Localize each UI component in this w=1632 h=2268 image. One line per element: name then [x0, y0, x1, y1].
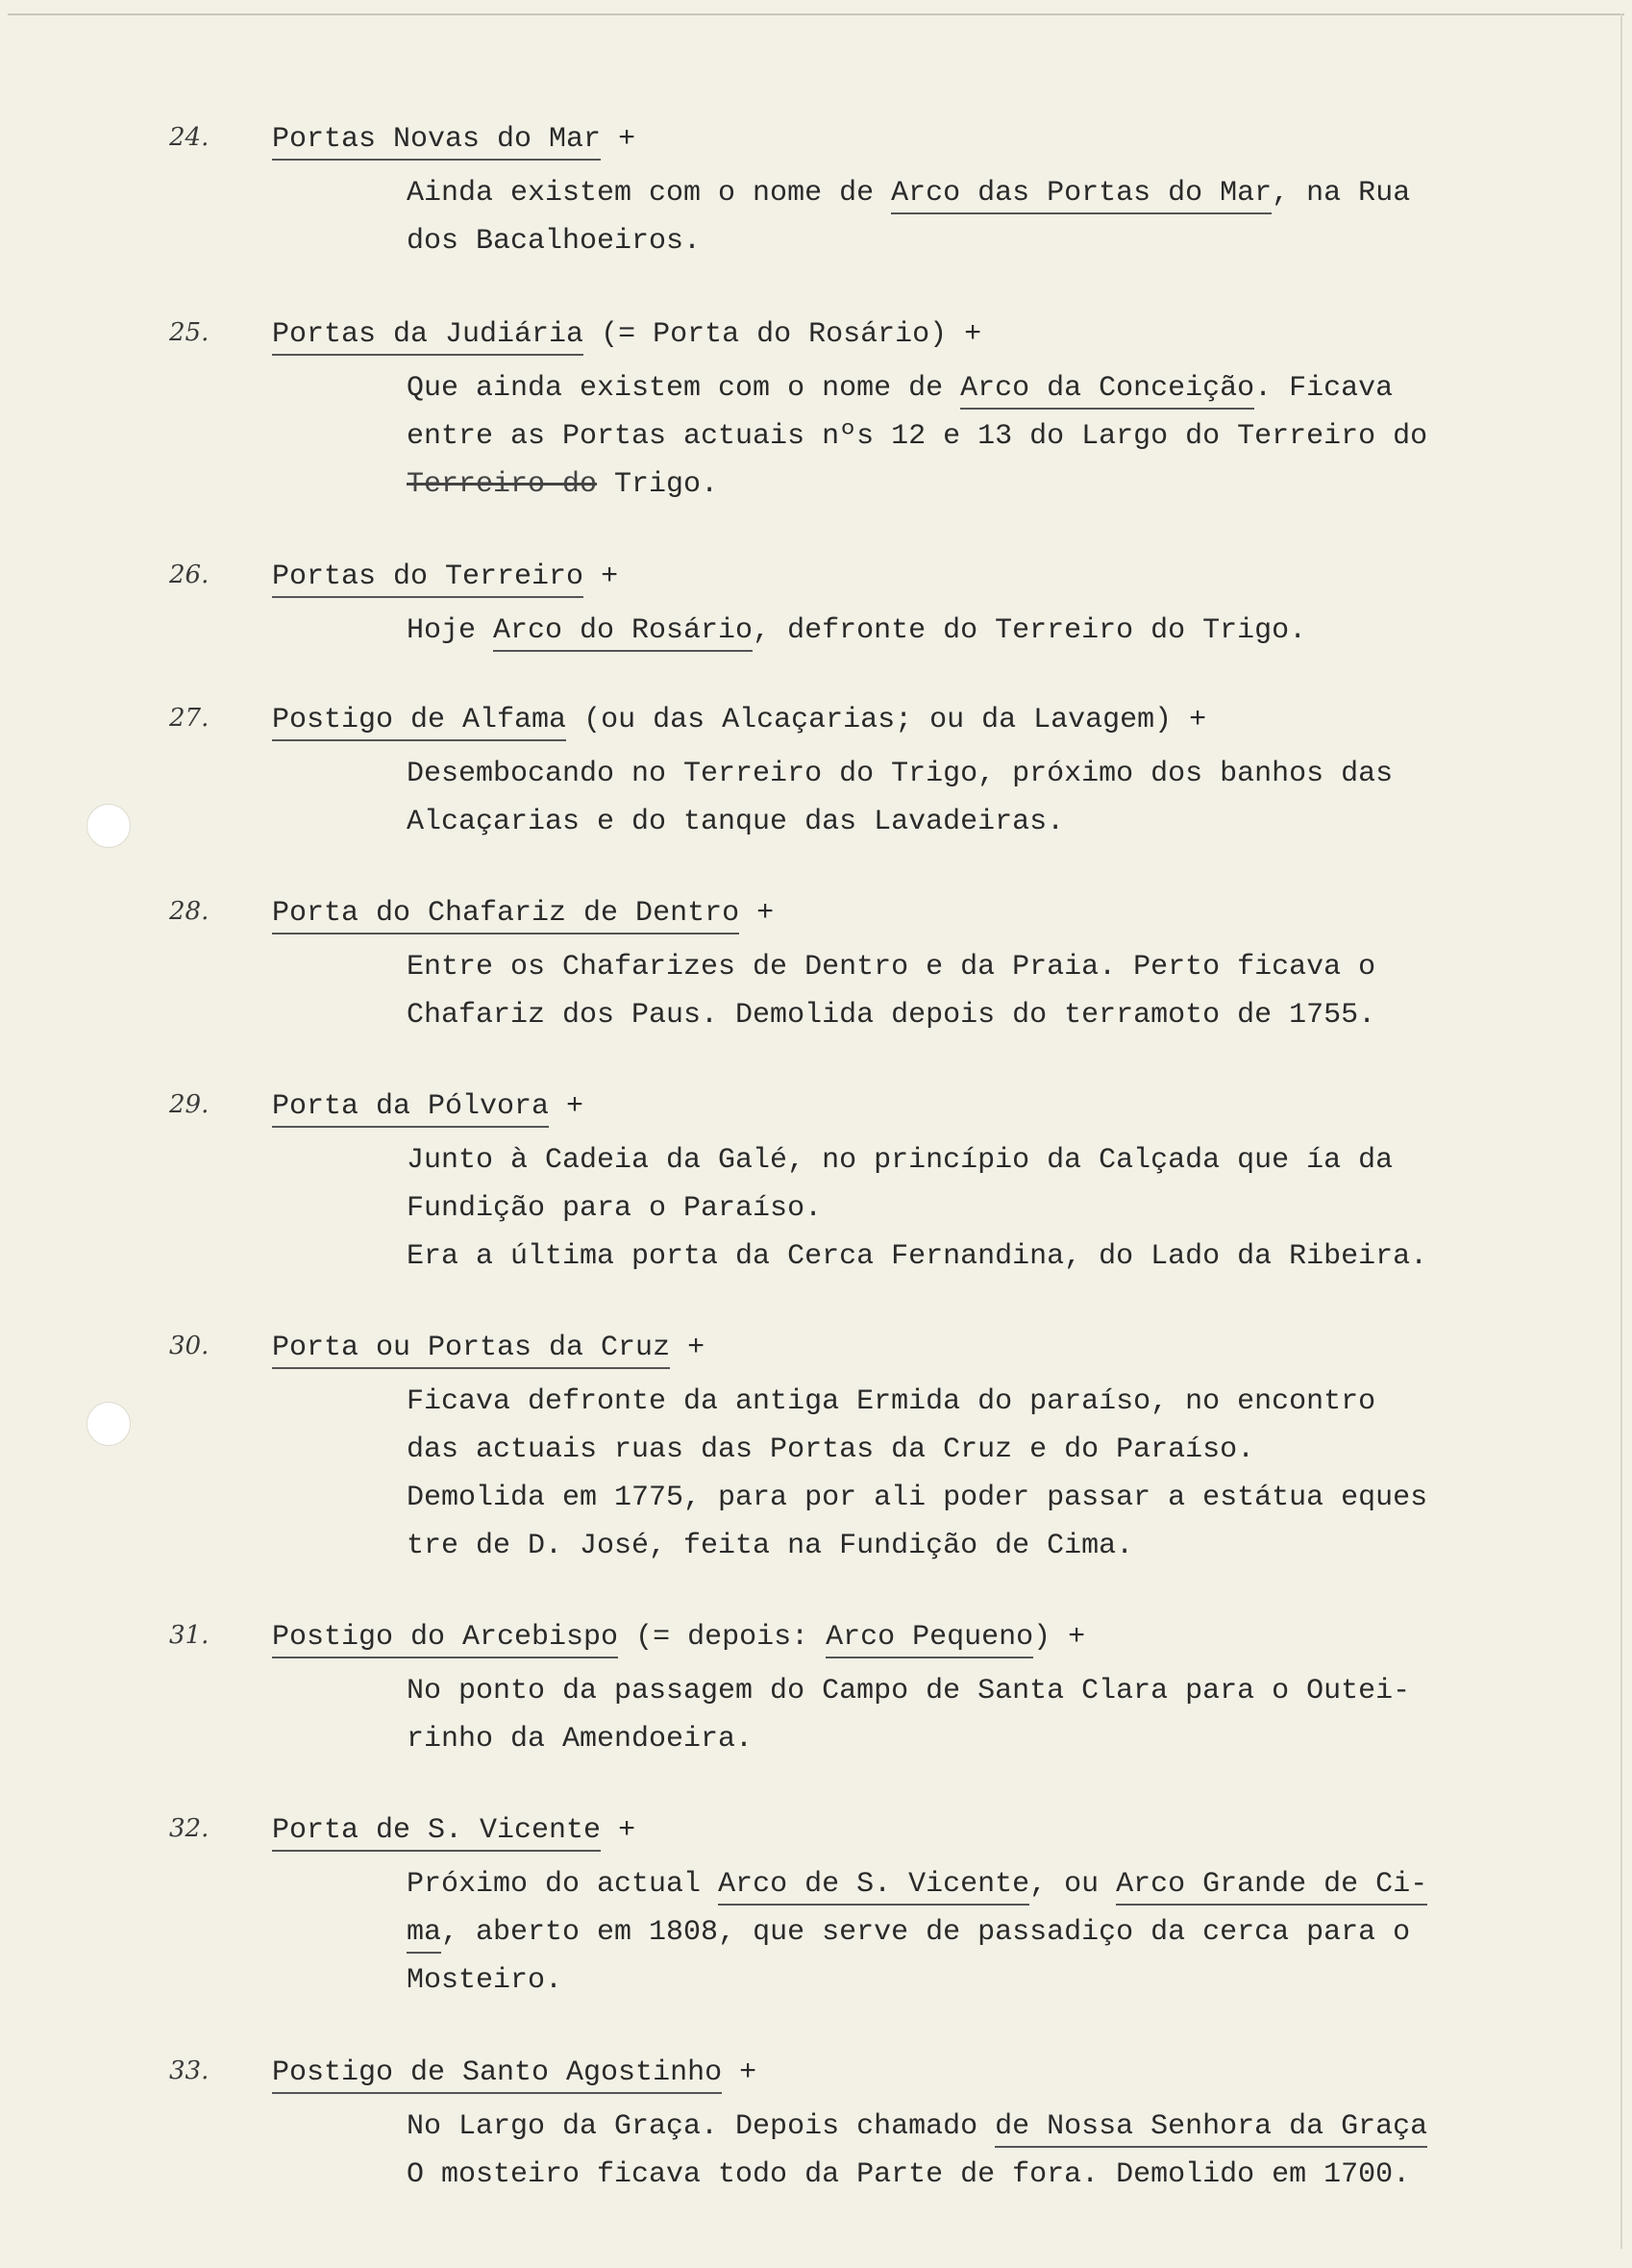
- entry-description: [407, 1667, 1560, 1763]
- text-run: . Ficava: [1254, 372, 1394, 405]
- title-annotation: +: [549, 1090, 584, 1123]
- title-name: Porta de S. Vicente: [272, 1814, 601, 1852]
- page-top-edge: [8, 13, 1624, 15]
- entry-description: [407, 169, 1560, 265]
- text-run: rinho da Amendoeira.: [407, 1723, 754, 1756]
- text-run: dos Bacalhoeiros.: [407, 225, 702, 258]
- description-line: [407, 1860, 1560, 1908]
- description-line: [407, 750, 1560, 798]
- underlined-name: Arco da Conceição: [960, 372, 1254, 410]
- entry-description: [407, 2103, 1560, 2199]
- entry-number: 27.: [169, 704, 210, 733]
- text-run: Demolida em 1775, para por ali poder passar a estátua eques: [407, 1482, 1428, 1514]
- description-line: [407, 607, 1560, 655]
- text-run: Hoje: [407, 614, 494, 647]
- entry-number: 28.: [169, 897, 210, 926]
- text-run: Junto à Cadeia da Galé, no princípio da Calçada que ía da: [407, 1144, 1394, 1177]
- text-run: Trigo.: [597, 468, 719, 501]
- description-line: [407, 412, 1560, 461]
- entry-number: 24.: [169, 123, 210, 152]
- title-name: Porta ou Portas da Cruz: [272, 1332, 670, 1369]
- entry-title: [272, 897, 774, 930]
- description-line: [407, 169, 1560, 217]
- underlined-name: Arco do Rosário: [493, 614, 753, 652]
- description-line: [407, 1378, 1560, 1426]
- text-run: No ponto da passagem do Campo de Santa Clara para o Outei-: [407, 1675, 1411, 1707]
- description-line: [407, 1136, 1560, 1184]
- text-run: No Largo da Graça. Depois chamado: [407, 2110, 996, 2143]
- entry-title: [272, 1332, 705, 1364]
- title-name: Porta da Pólvora: [272, 1090, 549, 1128]
- title-annotation: +: [583, 561, 619, 593]
- entry-description: [407, 1136, 1560, 1281]
- title-name: Portas Novas do Mar: [272, 123, 601, 161]
- title-annotation: +: [670, 1332, 705, 1364]
- description-line: [407, 1522, 1560, 1570]
- description-line: [407, 991, 1560, 1039]
- entry-number: 30.: [169, 1332, 210, 1360]
- title-name: Postigo do Arcebispo: [272, 1621, 618, 1658]
- description-line: [407, 2103, 1560, 2151]
- text-run: Era a última porta da Cerca Fernandina, do Lado da Ribeira.: [407, 1240, 1428, 1273]
- title-name: Portas da Judiária: [272, 318, 583, 356]
- text-run: tre de D. José, feita na Fundição de Cima.: [407, 1530, 1134, 1562]
- title-name: Portas do Terreiro: [272, 561, 583, 598]
- description-line: [407, 2151, 1560, 2199]
- text-run: Desembocando no Terreiro do Trigo, próximo dos banhos das: [407, 758, 1394, 790]
- entry-title: [272, 123, 635, 156]
- page-right-edge: [1620, 13, 1622, 2249]
- title-name: Arco Pequeno: [826, 1621, 1033, 1658]
- text-run: Entre os Chafarizes de Dentro e da Praia. Perto ficava o: [407, 951, 1376, 984]
- entry-number: 33.: [169, 2056, 210, 2085]
- entry-description: [407, 364, 1560, 509]
- text-run: Chafariz dos Paus. Demolida depois do terramoto de 1755.: [407, 999, 1376, 1032]
- description-line: [407, 1426, 1560, 1474]
- text-run: Próximo do actual: [407, 1868, 719, 1901]
- description-line: [407, 1956, 1560, 2005]
- title-annotation: +: [722, 2056, 757, 2089]
- text-run: Que ainda existem com o nome de: [407, 372, 961, 405]
- description-line: [407, 798, 1560, 846]
- description-line: [407, 364, 1560, 412]
- text-run: , na Rua: [1272, 177, 1411, 210]
- description-line: [407, 461, 1560, 509]
- text-run: Mosteiro.: [407, 1964, 563, 1997]
- title-annotation: +: [601, 123, 636, 156]
- description-line: [407, 943, 1560, 991]
- text-run: Alcaçarias e do tanque das Lavadeiras.: [407, 806, 1065, 838]
- struck-text: Terreiro do: [407, 468, 598, 501]
- description-line: [407, 1667, 1560, 1715]
- entry-description: [407, 1378, 1560, 1570]
- entry-title: [272, 704, 1206, 736]
- entry-number: 31.: [169, 1621, 210, 1650]
- entry-description: [407, 607, 1560, 655]
- text-run: , aberto em 1808, que serve de passadiço da cerca para o: [441, 1916, 1411, 1949]
- underlined-name: Arco de S. Vicente: [718, 1868, 1029, 1906]
- underlined-name: Arco Grande de Ci-: [1116, 1868, 1427, 1906]
- description-line: [407, 1233, 1560, 1281]
- entry-title: [272, 2056, 756, 2089]
- title-annotation: +: [601, 1814, 636, 1847]
- title-annotation: (ou das Alcaçarias; ou da Lavagem) +: [566, 704, 1207, 736]
- punch-hole: [87, 1402, 131, 1446]
- entry-title: [272, 561, 618, 593]
- entry-number: 26.: [169, 561, 210, 589]
- text-run: O mosteiro ficava todo da Parte de fora. Demolido em 1700.: [407, 2158, 1411, 2191]
- description-line: [407, 1715, 1560, 1763]
- entry-title: [272, 1090, 583, 1123]
- description-line: [407, 1184, 1560, 1233]
- entry-description: [407, 1860, 1560, 2005]
- entry-title: [272, 1814, 635, 1847]
- text-run: Fundição para o Paraíso.: [407, 1192, 823, 1225]
- entry-description: [407, 750, 1560, 846]
- title-name: Porta do Chafariz de Dentro: [272, 897, 739, 935]
- entry-description: [407, 943, 1560, 1039]
- text-run: , defronte do Terreiro do Trigo.: [753, 614, 1307, 647]
- entry-title: [272, 1621, 1085, 1654]
- entry-number: 25.: [169, 318, 210, 347]
- description-line: [407, 1908, 1560, 1956]
- text-run: entre as Portas actuais nºs 12 e 13 do Largo do Terreiro do: [407, 420, 1428, 453]
- title-name: Postigo de Alfama: [272, 704, 566, 741]
- entry-title: [272, 318, 981, 351]
- title-name: Postigo de Santo Agostinho: [272, 2056, 722, 2094]
- underlined-name: Arco das Portas do Mar: [891, 177, 1272, 214]
- text-run: , ou: [1029, 1868, 1117, 1901]
- text-run: Ficava defronte da antiga Ermida do paraíso, no encontro: [407, 1385, 1376, 1418]
- title-annotation: (= Porta do Rosário) +: [583, 318, 982, 351]
- description-line: [407, 217, 1560, 265]
- underlined-name: de Nossa Senhora da Graça: [995, 2110, 1427, 2148]
- title-annotation: +: [739, 897, 775, 930]
- entry-number: 29.: [169, 1090, 210, 1119]
- title-annotation: (= depois:: [618, 1621, 827, 1654]
- text-run: das actuais ruas das Portas da Cruz e do Paraíso.: [407, 1433, 1255, 1466]
- entry-number: 32.: [169, 1814, 210, 1843]
- underlined-name: ma: [407, 1916, 441, 1954]
- title-annotation: ) +: [1033, 1621, 1086, 1654]
- description-line: [407, 1474, 1560, 1522]
- text-run: Ainda existem com o nome de: [407, 177, 892, 210]
- punch-hole: [87, 804, 131, 848]
